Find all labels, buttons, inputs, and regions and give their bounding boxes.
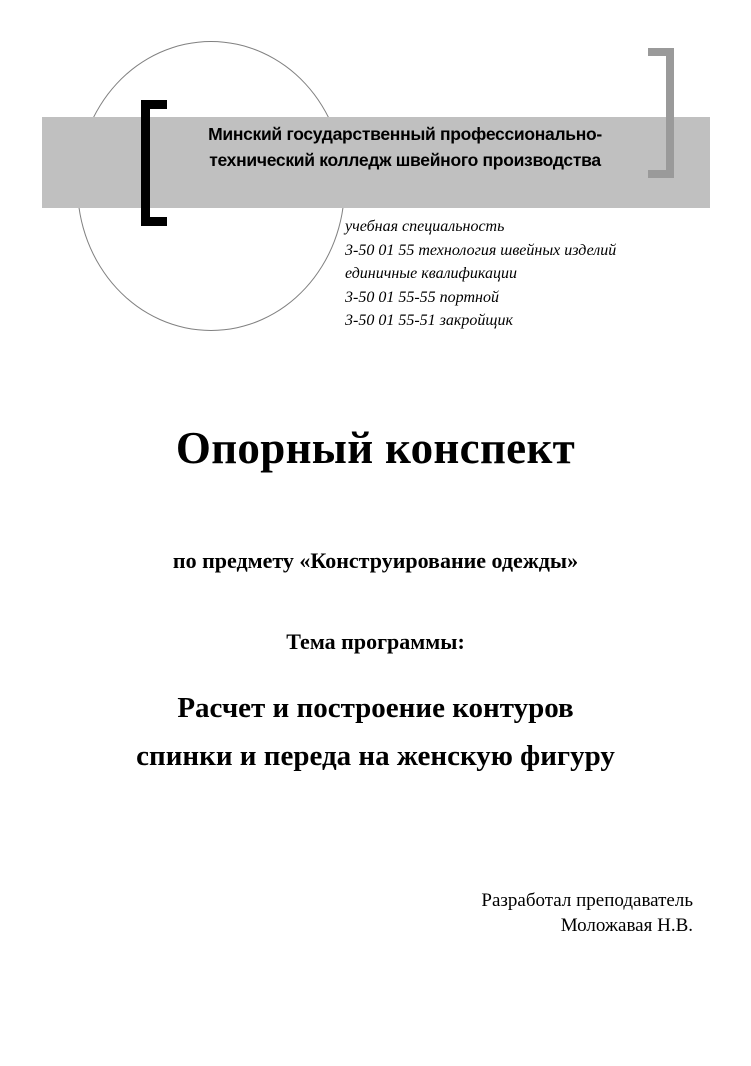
qualification-cutter: 3-50 01 55-51 закройщик bbox=[345, 312, 513, 329]
topic-label: Тема программы: bbox=[286, 629, 465, 654]
topic-title-line-2: спинки и переда на женскую фигуру bbox=[136, 740, 615, 772]
college-name bbox=[170, 121, 640, 173]
right-bracket-decoration bbox=[648, 48, 674, 178]
specialty-block bbox=[345, 215, 616, 333]
left-bracket-decoration bbox=[141, 100, 167, 226]
qualification-tailor: 3-50 01 55-55 портной bbox=[345, 288, 499, 306]
college-name-line-1: Минский государственный профессионально- bbox=[208, 124, 602, 144]
author-role: Разработал преподаватель bbox=[481, 890, 693, 911]
college-name-line-2: технический колледж швейного производства bbox=[209, 150, 601, 170]
page-title: Опорный конспект bbox=[175, 423, 576, 473]
author-name: Моложавая Н.В. bbox=[560, 915, 693, 936]
author-block bbox=[481, 888, 693, 938]
topic-title bbox=[0, 684, 751, 780]
subject-line: по предмету «Конструирование одежды» bbox=[172, 548, 579, 573]
specialty-label: учебная специальность bbox=[345, 218, 505, 235]
qualifications-label: единичные квалификации bbox=[345, 265, 517, 282]
specialty-code: 3-50 01 55 технология швейных изделий bbox=[345, 241, 617, 259]
topic-title-line-1: Расчет и построение контуров bbox=[177, 692, 574, 724]
